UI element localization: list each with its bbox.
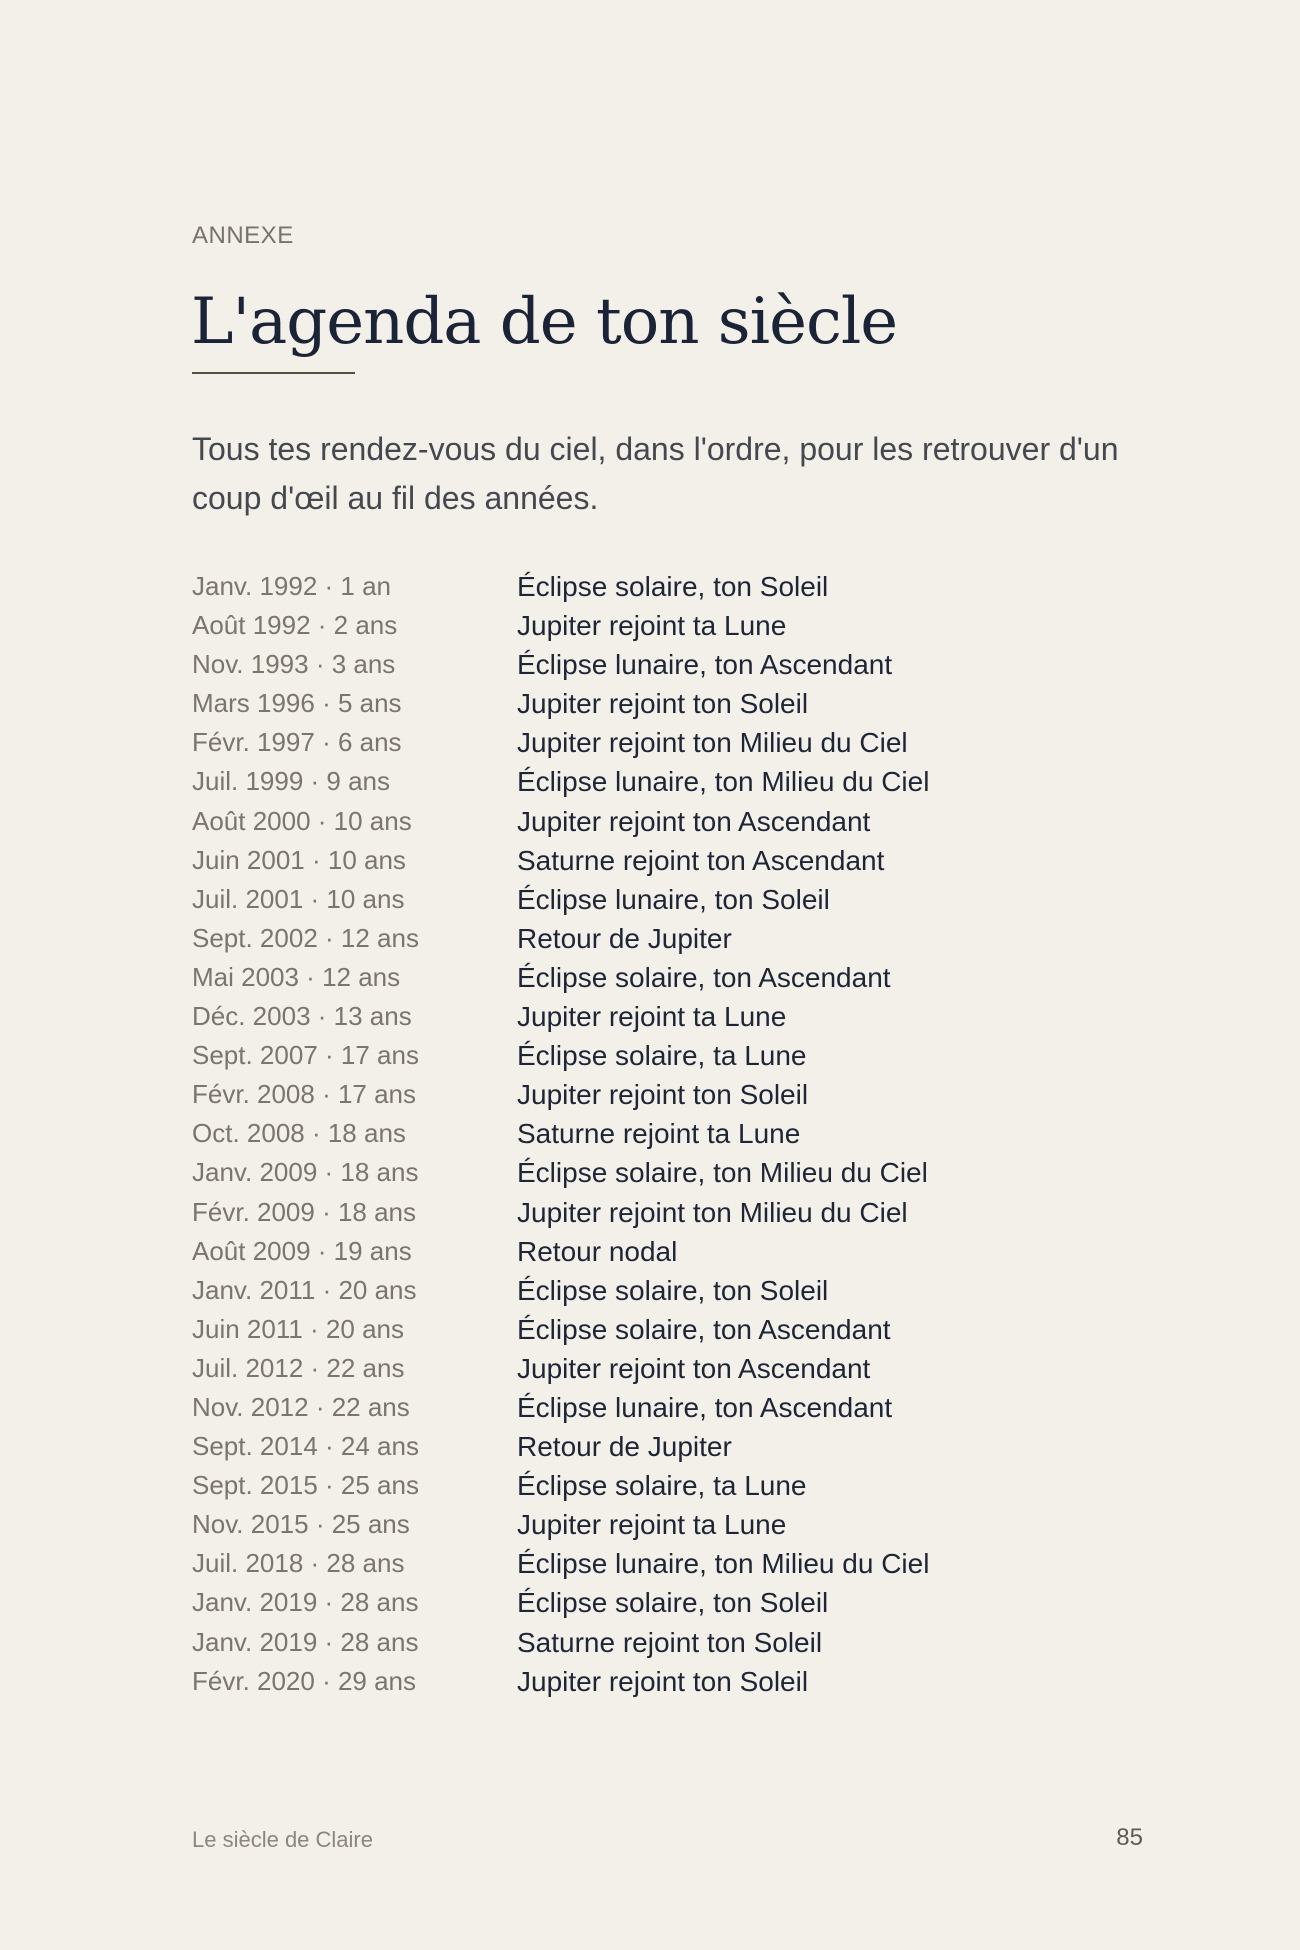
list-item (192, 684, 1092, 723)
list-item (192, 802, 1092, 841)
event-label: Jupiter rejoint ton Ascendant (517, 1352, 871, 1384)
list-item (192, 997, 1092, 1036)
event-label: Retour de Jupiter (517, 922, 732, 954)
event-label: Éclipse lunaire, ton Ascendant (517, 649, 893, 681)
list-item (192, 1427, 1092, 1466)
event-date: Févr. 2020 · 29 ans (192, 1665, 417, 1696)
event-label: Jupiter rejoint ton Soleil (517, 1079, 809, 1111)
event-date: Févr. 1997 · 6 ans (192, 727, 402, 758)
event-date: Juil. 2018 · 28 ans (192, 1548, 405, 1579)
event-label: Jupiter rejoint ton Milieu du Ciel (517, 1196, 908, 1228)
page-number: 85 (1116, 1824, 1143, 1851)
list-item (192, 1662, 1092, 1701)
list-item (192, 1075, 1092, 1114)
list-item (192, 1271, 1092, 1310)
event-label: Jupiter rejoint ta Lune (517, 1001, 787, 1033)
page-title: L'agenda de ton siècle (191, 285, 898, 359)
list-item (192, 1232, 1092, 1271)
event-label: Saturne rejoint ton Soleil (517, 1626, 823, 1658)
list-item (192, 723, 1092, 762)
list-item (192, 1466, 1092, 1505)
event-label: Éclipse lunaire, ton Soleil (517, 883, 830, 915)
event-label: Éclipse solaire, ta Lune (517, 1470, 807, 1502)
event-label: Éclipse solaire, ton Ascendant (517, 961, 891, 993)
event-label: Jupiter rejoint ton Soleil (517, 1665, 809, 1697)
list-item (192, 645, 1092, 684)
event-label: Éclipse lunaire, ton Milieu du Ciel (517, 766, 930, 798)
event-date: Sept. 2002 · 12 ans (192, 922, 419, 953)
event-date: Janv. 2019 · 28 ans (192, 1626, 419, 1657)
event-label: Éclipse solaire, ta Lune (517, 1040, 807, 1072)
event-date: Juil. 1999 · 9 ans (192, 766, 391, 797)
list-item (192, 567, 1092, 606)
events-list (192, 567, 1092, 1701)
event-date: Juil. 2001 · 10 ans (192, 883, 405, 914)
event-label: Jupiter rejoint ta Lune (517, 610, 787, 642)
list-item (192, 1036, 1092, 1075)
event-date: Janv. 2009 · 18 ans (192, 1157, 419, 1188)
event-date: Nov. 2012 · 22 ans (192, 1391, 410, 1422)
event-date: Mai 2003 · 12 ans (192, 961, 401, 992)
event-date: Févr. 2009 · 18 ans (192, 1196, 417, 1227)
list-item (192, 880, 1092, 919)
list-item (192, 1349, 1092, 1388)
list-item (192, 606, 1092, 645)
event-label: Éclipse solaire, ton Milieu du Ciel (517, 1157, 928, 1189)
event-label: Saturne rejoint ta Lune (517, 1118, 801, 1150)
list-item (192, 1153, 1092, 1192)
list-item (192, 1623, 1092, 1662)
event-label: Retour nodal (517, 1235, 678, 1267)
event-date: Janv. 1992 · 1 an (192, 571, 391, 601)
event-date: Août 2000 · 10 ans (192, 805, 412, 836)
list-item (192, 1193, 1092, 1232)
event-label: Éclipse solaire, ton Soleil (517, 1587, 829, 1619)
list-item (192, 1505, 1092, 1544)
list-item (192, 919, 1092, 958)
event-date: Août 1992 · 2 ans (192, 610, 398, 641)
list-item (192, 762, 1092, 801)
event-date: Sept. 2014 · 24 ans (192, 1431, 419, 1462)
event-date: Déc. 2003 · 13 ans (192, 1001, 412, 1032)
event-date: Sept. 2015 · 25 ans (192, 1470, 419, 1501)
event-label: Jupiter rejoint ta Lune (517, 1509, 787, 1541)
event-date: Sept. 2007 · 17 ans (192, 1040, 419, 1071)
event-date: Juin 2011 · 20 ans (192, 1313, 404, 1344)
list-item (192, 1310, 1092, 1349)
event-label: Éclipse solaire, ton Soleil (517, 571, 829, 602)
title-underline (192, 372, 355, 374)
event-label: Éclipse solaire, ton Soleil (517, 1274, 829, 1306)
event-label: Éclipse solaire, ton Ascendant (517, 1313, 891, 1345)
event-date: Juin 2001 · 10 ans (192, 844, 406, 875)
event-date: Oct. 2008 · 18 ans (192, 1118, 406, 1149)
list-item (192, 1388, 1092, 1427)
event-label: Éclipse lunaire, ton Milieu du Ciel (517, 1548, 930, 1580)
event-date: Nov. 1993 · 3 ans (192, 649, 396, 680)
event-label: Éclipse lunaire, ton Ascendant (517, 1391, 893, 1423)
list-item (192, 1583, 1092, 1622)
event-date: Janv. 2019 · 28 ans (192, 1587, 419, 1618)
event-label: Jupiter rejoint ton Ascendant (517, 805, 871, 837)
footer-book-title: Le siècle de Claire (192, 1827, 373, 1852)
event-date: Janv. 2011 · 20 ans (192, 1274, 417, 1305)
event-label: Jupiter rejoint ton Soleil (517, 688, 809, 720)
event-date: Août 2009 · 19 ans (192, 1235, 412, 1266)
list-item (192, 1114, 1092, 1153)
list-item (192, 958, 1092, 997)
list-item (192, 841, 1092, 880)
list-item (192, 1544, 1092, 1583)
event-date: Juil. 2012 · 22 ans (192, 1352, 405, 1383)
intro-paragraph: Tous tes rendez-vous du ciel, dans l'ordre, pour les retrouver d'un coup d'œil au fil des années. (192, 431, 1119, 516)
event-date: Nov. 2015 · 25 ans (192, 1509, 410, 1540)
event-label: Jupiter rejoint ton Milieu du Ciel (517, 727, 908, 759)
event-date: Mars 1996 · 5 ans (192, 688, 402, 719)
event-label: Saturne rejoint ton Ascendant (517, 844, 885, 876)
event-date: Févr. 2008 · 17 ans (192, 1079, 417, 1110)
section-kicker: ANNEXE (192, 222, 294, 249)
event-label: Retour de Jupiter (517, 1431, 732, 1463)
